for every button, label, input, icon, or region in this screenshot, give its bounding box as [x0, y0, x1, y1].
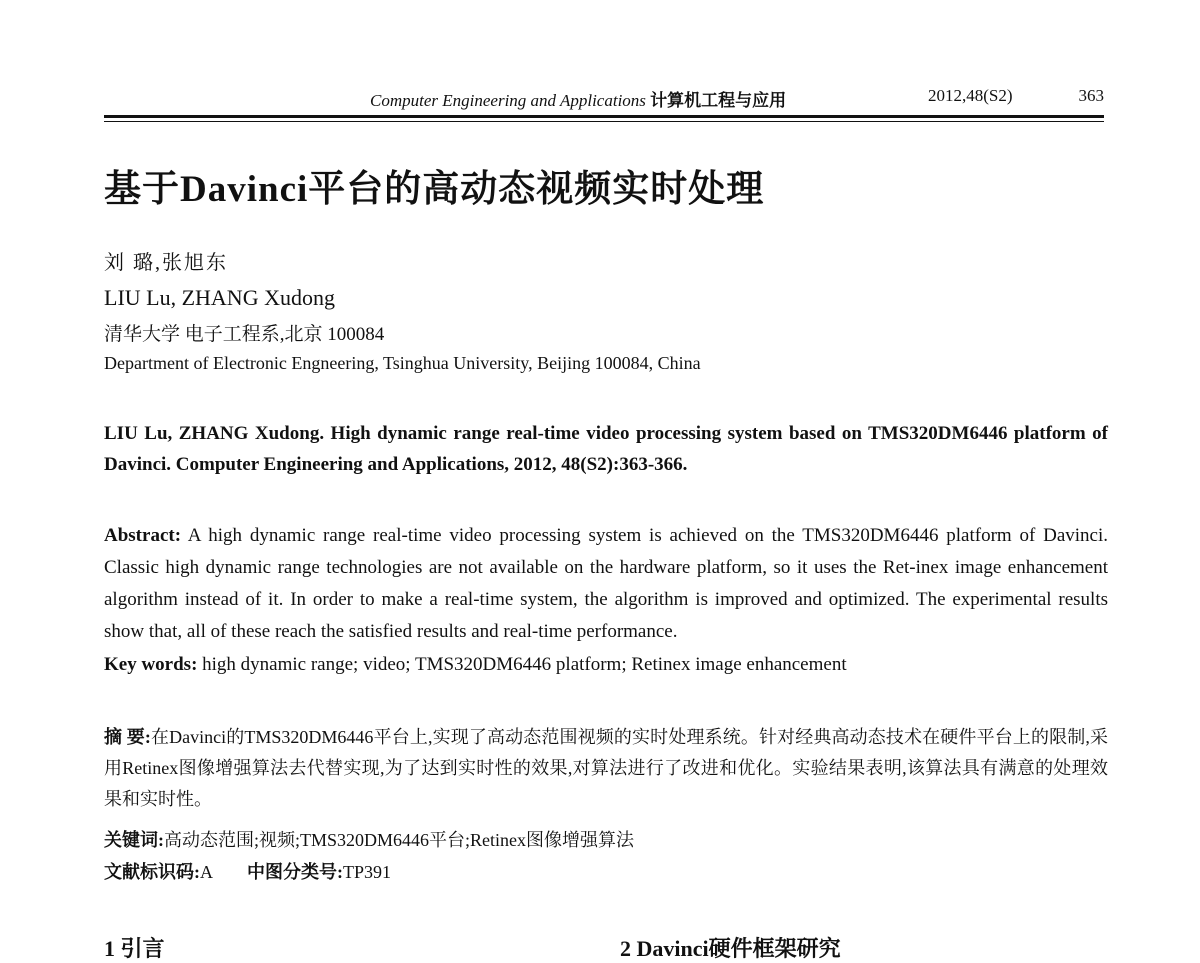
header-rule-thick — [104, 115, 1104, 118]
keywords-en-text: high dynamic range; video; TMS320DM6446 platform; Retinex image enhancement — [202, 654, 847, 675]
class-no-value: TP391 — [343, 862, 392, 882]
keywords-cn-label: 关键词: — [104, 830, 164, 850]
keywords-en-label: Key words: — [104, 654, 198, 675]
section-heading-intro: 1 引言 — [104, 936, 165, 961]
journal-name-en: Computer Engineering and Applications — [370, 91, 646, 110]
paper-title: 基于Davinci平台的高动态视频实时处理 — [104, 169, 765, 210]
section-heading-davinci: 2 Davinci硬件框架研究 — [620, 936, 841, 961]
authors-cn: 刘 璐,张旭东 — [104, 252, 228, 274]
classification-line — [104, 858, 391, 884]
abstract-en — [104, 520, 1108, 648]
affiliation-en: Department of Electronic Engneering, Tsinghua University, Beijing 100084, China — [104, 353, 701, 373]
abstract-cn-text: 在Davinci的TMS320DM6446平台上,实现了高动态范围视频的实时处理系统。针对经典高动态技术在硬件平台上的限制,采用Retinex图像增强算法去代替实现,为了达到实时性的效果,对算法进行了改进和优化。实验结果表明,该算法具有满意的处理效果和实时性。 — [104, 727, 1108, 809]
volume-issue: 2012,48(S2) — [928, 86, 1013, 105]
keywords-en — [104, 654, 1108, 676]
page-number: 363 — [1078, 86, 1104, 105]
citation: LIU Lu, ZHANG Xudong. High dynamic range real-time video processing system based on TMS320DM6446 platform of Davinci. Computer Engineering and Applications, 2012, 48(S2):363-366. — [104, 423, 1108, 475]
abstract-en-text: A high dynamic range real-time video processing system is achieved on the TMS320DM6446 platform of Davinci. Classic high dynamic range technologies are not available on the hardware platform, so it uses the Ret-inex image enhancement algorithm instead of it. In order to make a real-time system, the algorithm is improved and optimized. The experimental results show that, all of these reach the satisfied results and real-time performance. — [104, 525, 1108, 642]
abstract-cn-label: 摘 要: — [104, 727, 151, 747]
keywords-cn — [104, 826, 634, 852]
keywords-cn-text: 高动态范围;视频;TMS320DM6446平台;Retinex图像增强算法 — [164, 830, 635, 850]
class-no-label: 中图分类号: — [247, 862, 343, 882]
journal-name-cn: 计算机工程与应用 — [650, 91, 787, 110]
doc-code-label: 文献标识码: — [104, 862, 200, 882]
authors-en: LIU Lu, ZHANG Xudong — [104, 285, 335, 310]
journal-name — [370, 86, 786, 111]
abstract-en-label: Abstract: — [104, 525, 182, 546]
doc-code-value: A — [200, 862, 213, 882]
running-header — [104, 86, 1104, 110]
abstract-cn — [104, 722, 1108, 815]
affiliation-cn: 清华大学 电子工程系,北京 100084 — [104, 324, 385, 345]
header-rule-thin — [104, 121, 1104, 122]
